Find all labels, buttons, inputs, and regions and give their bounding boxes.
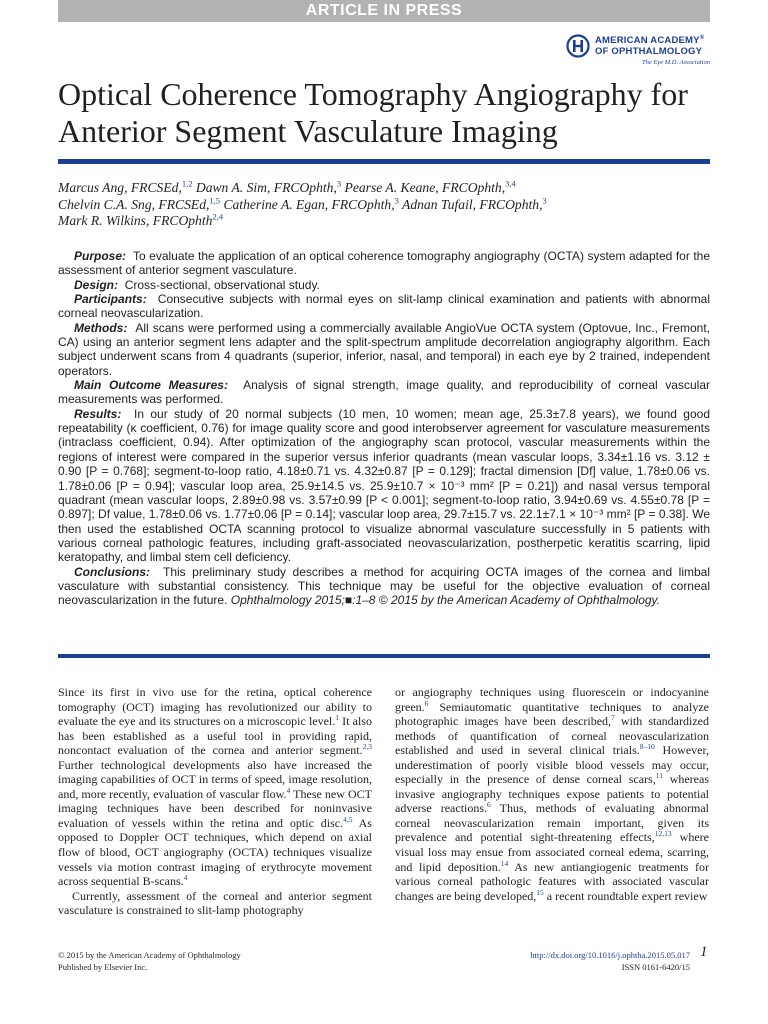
footer-identifiers (480, 949, 690, 973)
reference-link[interactable]: 11 (655, 771, 663, 781)
abstract-conclusions: Conclusions: This preliminary study describes a method for acquiring OCTA images of the cornea and limbal vasculature with substantial consistency. This technique may be useful for the objective evaluation of corneal neovascularization in the future. Ophthalmology 2015;■:1–8 © 2015 by the American Academy of Ophthalmology. (58, 564, 710, 608)
abstract-methods: Methods: All scans were performed using a commercially available AngioVue OCTA system (Optovue, Inc., Fremont, CA) using an anterior segment lens adapter and the split-spectrum amplitude decorrelation angiography algorithm. Each subject underwent scans from 4 quadrants (superior, inferior, nasal, and temporal) in each eye by 2 trained, independent operators. (58, 320, 710, 378)
reference-link[interactable]: 7 (611, 713, 615, 723)
body-column-left (58, 685, 372, 918)
reference-link[interactable]: 4 (286, 785, 291, 795)
journal-citation[interactable]: Ophthalmology 2015;■:1–8 © 2015 by the American Academy of Ophthalmology. (230, 593, 661, 608)
title-divider (58, 159, 710, 164)
doi-link[interactable]: http://dx.doi.org/10.1016/j.ophtha.2015.05.017 (530, 950, 690, 960)
article-title: Optical Coherence Tomography Angiography for Anterior Segment Vasculature Imaging (58, 76, 688, 149)
abstract-purpose: Purpose: To evaluate the application of an optical coherence tomography angiography (OCTA) system adapted for the assessment of anterior segment vasculature. (58, 249, 710, 278)
registered-mark: ® (699, 35, 705, 41)
author[interactable]: Dawn A. Sim, FRCOphth,$^3$ (195, 178, 342, 195)
reference-link[interactable]: 4,5 (343, 814, 353, 824)
reference-link[interactable]: 14 (500, 858, 509, 868)
abstract-design: Design: Cross-sectional, observational study. (74, 277, 320, 292)
author[interactable]: Marcus Ang, FRCSEd,$^{1,2}$ (58, 178, 193, 195)
aao-emblem-icon (566, 34, 590, 58)
issn: ISSN 0161-6420/15 (621, 962, 690, 972)
logo-text-line2: OF OPHTHALMOLOGY (595, 46, 703, 57)
abstract-participants: Participants: Consecutive subjects with normal eyes on slit-lamp clinical examination and patients with abnormal corneal neovascularization. (58, 292, 710, 321)
abstract (58, 249, 710, 608)
logo-text-line1: AMERICAN ACADEMY® (595, 35, 705, 47)
body-paragraph: Currently, assessment of the corneal and anterior segment vasculature is constrained to slit-lamp photography (58, 888, 372, 918)
reference-link[interactable]: 6 (424, 698, 429, 708)
author[interactable]: Mark R. Wilkins, FRCOphth$^{2,4}$ (58, 211, 224, 228)
page-number: 1 (700, 944, 708, 960)
reference-link[interactable]: 4 (183, 873, 188, 883)
author[interactable]: Pearse A. Keane, FRCOphth,$^{3,4}$ (344, 178, 516, 195)
footer-copyright (58, 949, 241, 973)
article-in-press-banner: ARTICLE IN PRESS (58, 0, 710, 22)
reference-link[interactable]: 8–10 (639, 742, 655, 752)
author[interactable]: Adnan Tufail, FRCOphth,$^3$ (402, 194, 547, 212)
abstract-results: Results: In our study of 20 normal subjects (10 men, 10 women; mean age, 25.3±7.8 years), we found good repeatability (κ coefficient, 0.76) for image quality score and good interobserver agreement for vasculature measurements (intraclass coefficient, 0.94). After optimization of the angiography scan protocol, vascular measurements within the regions of interest were compared in the superior versus inferior quadrants (mean vascular loops, 3.34±1.16 vs. 3.12 ± 0.90 [P = 0.768]; segment-to-loop ratio, 4.18±0.71 vs. 4.32±0.87 [P = 0.129]; fractal dimension [Df] value, 1.78±0.06 vs. 1.78±0.06 [P = 0.94]; vascular loop area, 25.9±14.5 vs. 25.9±10.7 × 10⁻³ mm² [P = 0.21]) and nasal versus temporal quadrant (mean vascular loops, 2.89±0.98 vs. 3.57±0.99 [P < 0.001]; segment-to-loop ratio, 3.94±0.69 vs. 4.55±0.78 [P = 0.897]; Df value, 1.78±0.06 vs. 1.77±0.06 [P = 0.14]; vascular loop area, 29.7±15.7 vs. 22.1±7.1 × 10⁻³ mm² [P = 0.38]. We then used the established OCTA scanning protocol to visualize abnormal vasculature successfully in 5 patients with various corneal pathologic features, including graft-associated neovascularization, postherpetic keratitis scarring, lipid keratopathy, and limbal stem cell deficiency. (58, 406, 711, 565)
author-list (58, 180, 718, 230)
reference-link[interactable]: 2,3 (362, 742, 372, 752)
reference-link[interactable]: 1 (335, 713, 340, 723)
copyright-line: © 2015 by the American Academy of Ophthalmology (58, 950, 241, 960)
aao-logo (566, 30, 716, 70)
logo-tagline: The Eye M.D. Association (642, 59, 710, 66)
author[interactable]: Catherine A. Egan, FRCOphth,$^3$ (223, 194, 399, 212)
reference-link[interactable]: 15 (536, 887, 544, 897)
abstract-divider (58, 654, 710, 658)
body-paragraph: or angiography techniques using fluorescein or indocyanine green.$^6$ Semiautomatic quantitative techniques to analyze photographic images have been described,$^7$ with standardized methods of quantification of corneal neovascularization established and used in several clinical trials.$^{8-10}$ However, underestimation of poorly visible blood vessels may occur, especially in the presence of dense corneal scars,$^{11}$ whereas invasive angiography techniques expose patients to potential adverse reactions.$^6$ Thus, methods of evaluating abnormal corneal neovascularization remain important, given its prevalence and potential sight-threatening effects,$^{12,13}$ where visual loss may ensue from associated corneal edema, scarring, and lipid deposition.$^{14}$ As new antiangiogenic treatments for various corneal pathologic features with associated vascular changes are being developed,$^{15}$ a recent roundtable expert review (395, 685, 710, 903)
body-paragraph: Since its first in vivo use for the retina, optical coherence tomography (OCT) imaging has revolutionized our ability to evaluate the eye and its structures on a microscopic level.$^1$ It also has been established as a useful tool in providing rapid, noncontact evaluation of the cornea and anterior segment.$^{2,3}$ Further technological developments also have increased the imaging capabilities of OCT in terms of speed, image resolution, and, more recently, evaluation of vascular flow.$^4$ These new OCT imaging techniques have been described for noninvasive evaluation of vessels within the retina and optic disc.$^{4,5}$ As opposed to Doppler OCT techniques, which depend on axial flow of blood, OCT angiography (OCTA) techniques visualize vessels via motion contrast imaging of erythrocyte movement across sequential B-scans.$^4$ (58, 685, 372, 889)
author[interactable]: Chelvin C.A. Sng, FRCSEd,$^{1,5}$ (58, 194, 221, 212)
reference-link[interactable]: 12,13 (654, 829, 672, 839)
abstract-outcomes: Main Outcome Measures: Analysis of signal strength, image quality, and reproducibility of corneal vascular measurements was performed. (58, 378, 710, 407)
publisher-line: Published by Elsevier Inc. (58, 962, 148, 972)
body-column-right (395, 685, 709, 903)
reference-link[interactable]: 6 (487, 800, 491, 810)
